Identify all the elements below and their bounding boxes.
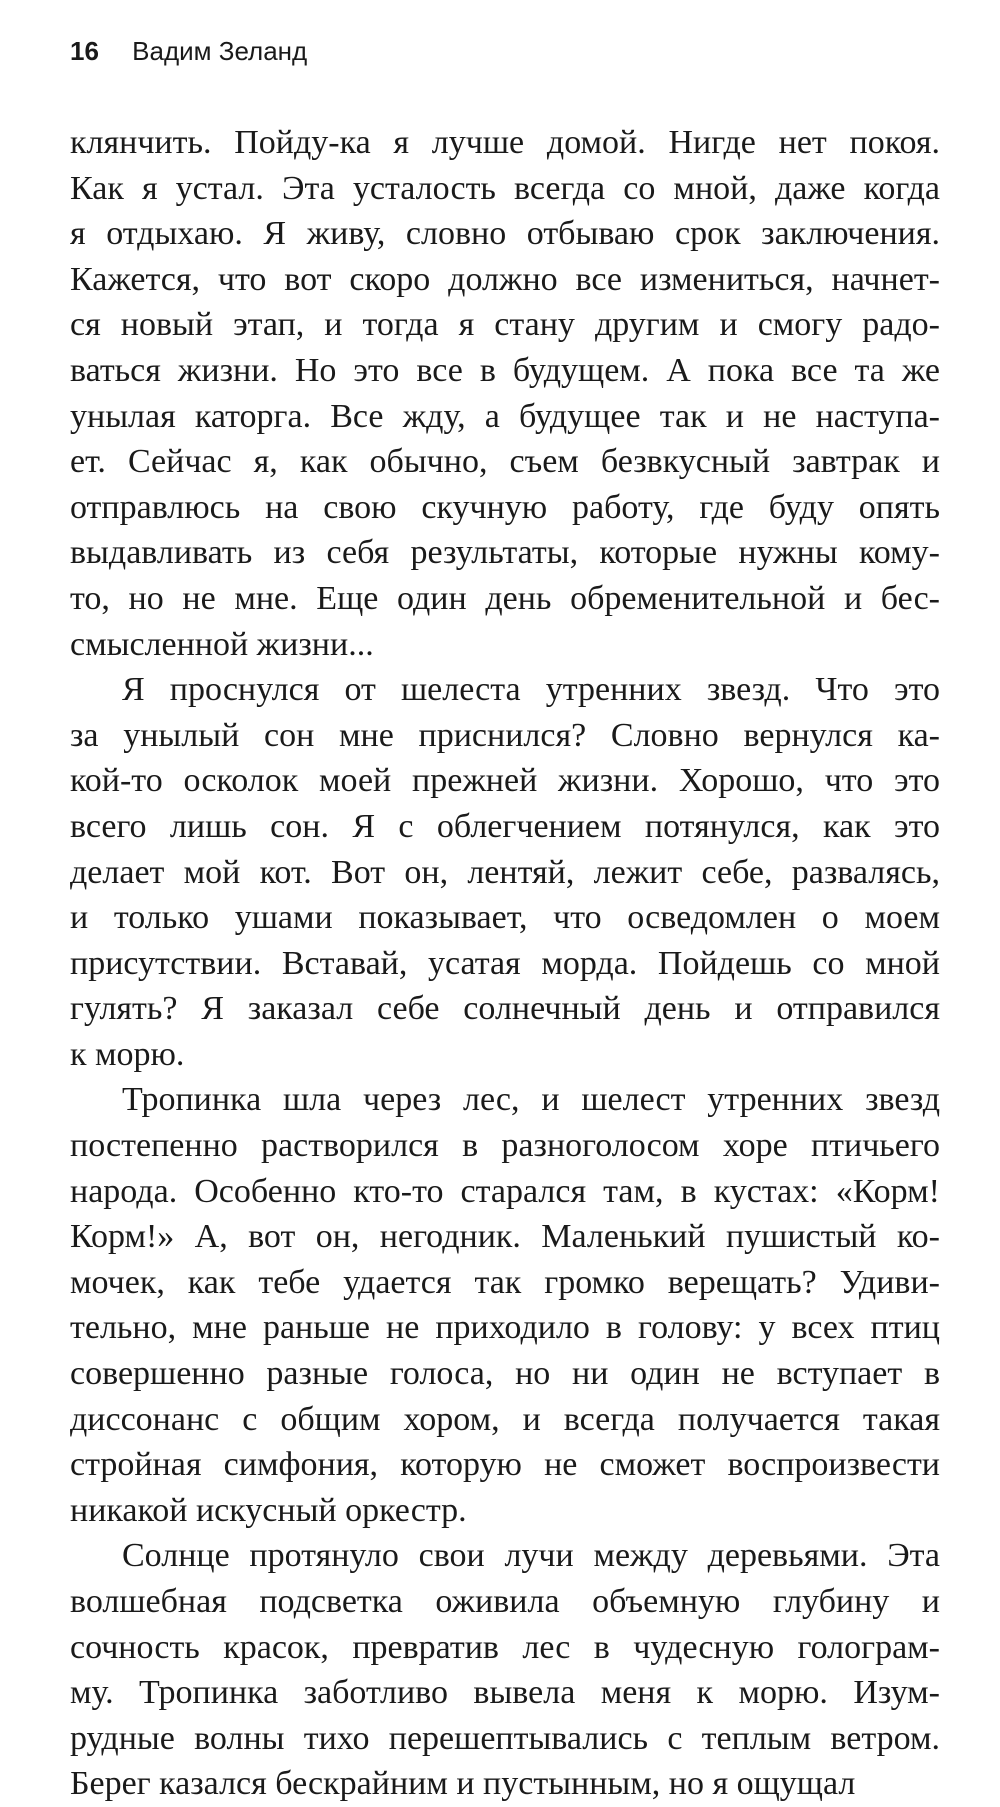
text-line: сочность красок, превратив лес в чудесную голограм- [70,1628,940,1666]
text-line: ваться жизни. Но это все в будущем. А пока все та же [70,351,940,389]
text-line: мочек, как тебе удается так громко верещать? Удиви- [70,1263,940,1301]
text-line: ся новый этап, и тогда я стану другим и смогу радо- [70,306,940,344]
text-line: ет. Сейчас я, как обычно, съем безвкусный завтрак и [70,443,940,481]
paragraph [70,120,940,667]
text-line: то, но не мне. Еще один день обременительной и бес- [70,579,940,617]
text-line: народа. Особенно кто-то старался там, в кустах: «Корм! [70,1172,940,1210]
text-line: Корм!» А, вот он, негодник. Маленький пушистый ко- [70,1218,940,1256]
text-line: отправлюсь на свою скучную работу, где буду опять [70,488,940,526]
paragraph [70,1533,940,1807]
text-line: я отдыхаю. Я живу, словно отбываю срок заключения. [70,215,940,253]
text-line: всего лишь сон. Я с облегчением потянулся, как это [70,807,940,845]
text-line: и только ушами показывает, что осведомлен о моем [70,899,940,937]
body-text [70,120,940,1807]
paragraph [70,667,940,1077]
text-line: смысленной жизни... [70,625,374,663]
text-line: рудные волны тихо перешептывались с теплым ветром. [70,1719,940,1757]
text-line: никакой искусный оркестр. [70,1491,467,1529]
text-line: гулять? Я заказал себе солнечный день и отправился [70,990,940,1028]
text-line: диссонанс с общим хором, и всегда получается такая [70,1400,940,1438]
text-line: выдавливать из себя результаты, которые нужны кому- [70,534,940,572]
text-line: Солнце протянуло свои лучи между деревьями. Эта [122,1537,940,1575]
text-line: постепенно растворился в разноголосом хоре птичьего [70,1127,940,1165]
paragraph [70,1077,940,1533]
text-line: присутствии. Вставай, усатая морда. Пойдешь со мной [70,944,940,982]
text-line: к морю. [70,1035,185,1073]
text-line: тельно, мне раньше не приходило в голову: у всех птиц [70,1309,940,1347]
text-line: Я проснулся от шелеста утренних звезд. Что это [122,671,940,709]
text-line: стройная симфония, которую не сможет воспроизвести [70,1446,940,1484]
text-line: волшебная подсветка оживила объемную глубину и [70,1583,940,1620]
text-line: унылая каторга. Все жду, а будущее так и не наступа- [70,397,940,435]
book-author: Вадим Зеланд [132,36,308,66]
text-line: Тропинка шла через лес, и шелест утренних звезд [122,1081,940,1119]
text-line: му. Тропинка заботливо вывела меня к морю. Изум- [70,1674,940,1712]
text-line: Берег казался бескрайним и пустынным, но я ощущал [70,1765,856,1803]
text-line: клянчить. Пойду-ка я лучше домой. Нигде нет покоя. [70,124,940,161]
text-line: кой-то осколок моей прежней жизни. Хорошо, что это [70,762,940,800]
text-line: Как я устал. Эта усталость всегда со мной, даже когда [70,169,940,207]
running-header [70,34,307,68]
text-line: Кажется, что вот скоро должно все измениться, начнет- [70,260,940,298]
text-line: делает мой кот. Вот он, лентяй, лежит себе, развалясь, [70,853,940,891]
text-line: за унылый сон мне приснился? Словно вернулся ка- [70,716,940,754]
text-line: совершенно разные голоса, но ни один не вступает в [70,1355,940,1393]
page-number: 16 [70,36,99,66]
